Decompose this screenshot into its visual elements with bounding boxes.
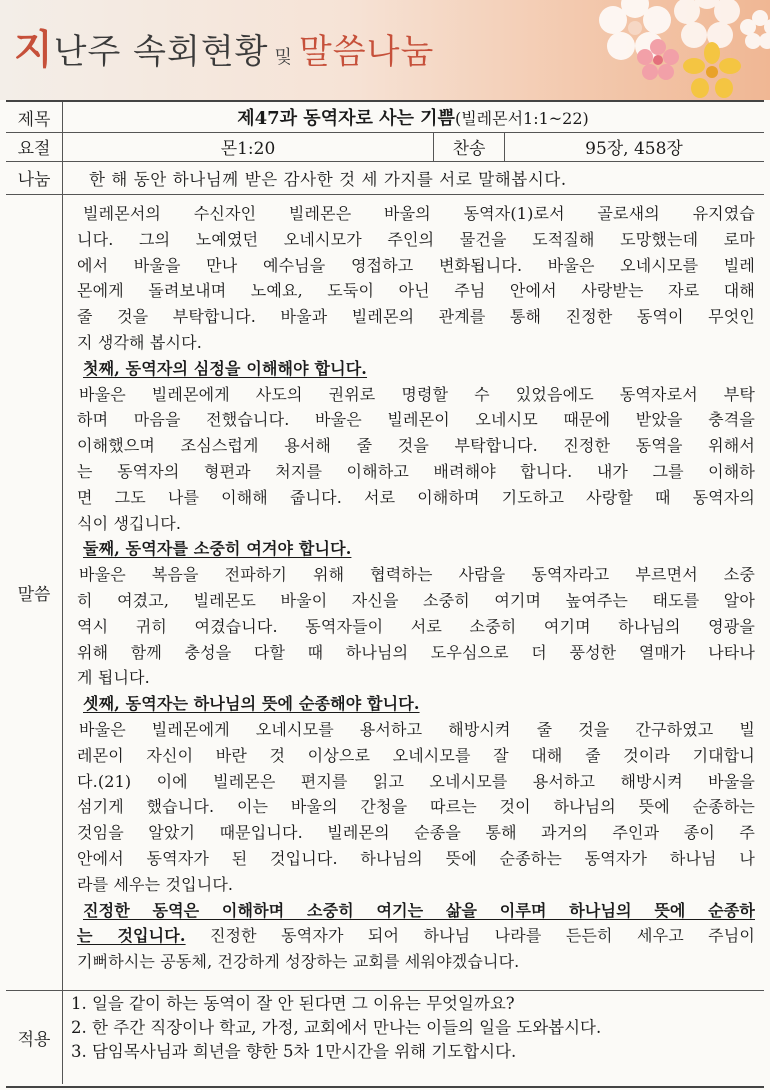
flower-decoration-icon (682, 42, 742, 100)
sermon-line: 에서 바울을 만나 예수님을 영접하고 변화됩니다. 바울은 오네시모를 빌레 (77, 255, 755, 275)
word-row (6, 194, 764, 991)
flower-decoration-icon (740, 10, 770, 50)
section-heading: 첫째, 동역자의 심정을 이해해야 합니다. (83, 358, 368, 378)
flower-decoration-icon (636, 38, 680, 82)
page-title-mid: 및 (274, 47, 293, 68)
sermon-line: 게 됩니다. (77, 668, 150, 688)
sermon-line: 히 여겼고, 빌레몬도 바울이 자신을 소중히 여기며 높여주는 태도를 알아 (77, 590, 755, 610)
title-label: 제목 (6, 102, 63, 132)
page-title-end: 말씀나눔 (298, 32, 435, 72)
sermon-line: 몬에게 돌려보내며 노예요, 도둑이 아닌 주님 안에서 사랑받는 자로 대해 (77, 281, 755, 301)
sermon-line: 다.(21) 이에 빌레몬은 편지를 읽고 오네시모를 용서하고 해방시켜 바울을 (77, 771, 755, 791)
application-item: 2. 한 주간 직장이나 학교, 가정, 교회에서 만나는 이들의 일을 도와봅시다. (71, 1018, 602, 1037)
share-row (6, 161, 764, 195)
header-banner (0, 0, 770, 100)
sermon-line: 지 생각해 봅시다. (77, 332, 202, 352)
memory-verse: 몬1:20 (63, 132, 434, 161)
sermon-line: 식이 생깁니다. (77, 513, 182, 533)
title-row (6, 102, 764, 133)
sermon-line: 바울은 복음을 전파하기 위해 협력하는 사람을 동역자라고 부르면서 소중 (79, 565, 755, 585)
page-title-first-char: 지 (14, 27, 54, 73)
sermon-line: 안에서 동역자가 된 것입니다. 하나님의 뜻에 순종하는 동역자가 하나님 나 (77, 848, 755, 868)
application-item: 3. 담임목사님과 희년을 향한 5차 1만시간을 위해 기도합시다. (71, 1042, 517, 1061)
page-title-main: 난주 속회현황 (53, 32, 269, 72)
conclusion-heading-end: 는 것입니다. (77, 926, 186, 946)
section-heading: 셋째, 동역자는 하나님의 뜻에 순종해야 합니다. (83, 694, 420, 714)
conclusion-heading: 진정한 동역은 이해하며 소중히 여기는 삶을 이루며 하나님의 뜻에 순종하 (83, 900, 755, 920)
section-heading: 둘째, 동역자를 소중히 여겨야 합니다. (83, 539, 352, 559)
verse-label: 요절 (6, 132, 63, 161)
application-item: 1. 일을 같이 하는 동역이 잘 안 된다면 그 이유는 무엇일까요? (71, 994, 515, 1013)
sermon-body (63, 194, 763, 990)
application-list (63, 990, 763, 1084)
lesson-title-text: 제47과 동역자로 사는 기쁨 (237, 108, 455, 129)
lesson-title (63, 102, 763, 132)
sermon-line: 는 동역자의 형편과 처지를 이해하고 배려해야 합니다. 내가 그를 이해하 (77, 461, 755, 481)
share-label: 나눔 (6, 161, 63, 194)
sermon-line: 줄 것을 부탁합니다. 바울과 빌레몬의 관계를 통해 진정한 동역이 무엇인 (77, 307, 755, 327)
sermon-line: 레몬이 자신이 바란 것 이상으로 오네시모를 잘 대해 줄 것이라 기대합니 (77, 745, 755, 765)
sermon-line: 면 그도 나를 이해해 줍니다. 서로 이해하며 기도하고 사랑할 때 동역자의 (77, 487, 755, 507)
apply-row (6, 990, 764, 1084)
sermon-line: 바울은 빌레몬에게 오네시모를 용서하고 해방시켜 줄 것을 간구하였고 빌 (79, 719, 755, 739)
sermon-line: 바울은 빌레몬에게 사도의 권위로 명령할 수 있었음에도 동역자로서 부탁 (79, 384, 755, 404)
sermon-line: 빌레몬서의 수신자인 빌레몬은 바울의 동역자(1)로서 골로새의 유지였습 (83, 204, 755, 223)
sermon-line: 니다. 그의 노예였던 오네시모가 주인의 물건을 도적질해 도망했는데 로마 (77, 229, 755, 249)
conclusion-line (77, 923, 755, 949)
share-question: 한 해 동안 하나님께 받은 감사한 것 세 가지를 서로 말해봅시다. (89, 169, 567, 189)
sermon-line: 것임을 알았기 때문입니다. 빌레몬의 순종을 통해 과거의 주인과 종이 주 (77, 823, 755, 843)
lesson-title-scripture: (빌레몬서1:1~22) (454, 108, 589, 128)
sermon-line: 위해 함께 충성을 다할 때 하나님의 도우심으로 더 풍성한 열매가 나타나 (77, 642, 755, 662)
word-label: 말씀 (6, 194, 63, 990)
sermon-line: 역시 귀히 여겼습니다. 동역자들이 서로 소중히 여기며 하나님의 영광을 (77, 616, 755, 636)
hymn-label: 찬송 (434, 132, 505, 161)
hymn-numbers: 95장, 458장 (585, 139, 683, 159)
sermon-line: 라를 세우는 것입니다. (77, 874, 234, 894)
conclusion-text: 진정한 동역자가 되어 하나님 나라를 든든히 세우고 주님이 (185, 926, 755, 946)
lesson-table (6, 100, 764, 1088)
page-title (14, 18, 434, 75)
apply-label: 적용 (6, 990, 63, 1084)
sermon-line: 기뻐하시는 공동체, 건강하게 성장하는 교회를 세워야겠습니다. (77, 952, 520, 972)
sermon-line: 하며 마음을 전했습니다. 바울은 빌레몬이 오네시모 때문에 받았을 충격을 (77, 410, 755, 430)
verse-row (6, 132, 764, 162)
sermon-line: 섬기게 했습니다. 이는 바울의 간청을 따르는 것이 하나님의 뜻에 순종하는 (77, 797, 755, 817)
sermon-line: 이해했으며 조심스럽게 용서해 줄 것을 부탁합니다. 진정한 동역을 위해서 (77, 436, 755, 456)
